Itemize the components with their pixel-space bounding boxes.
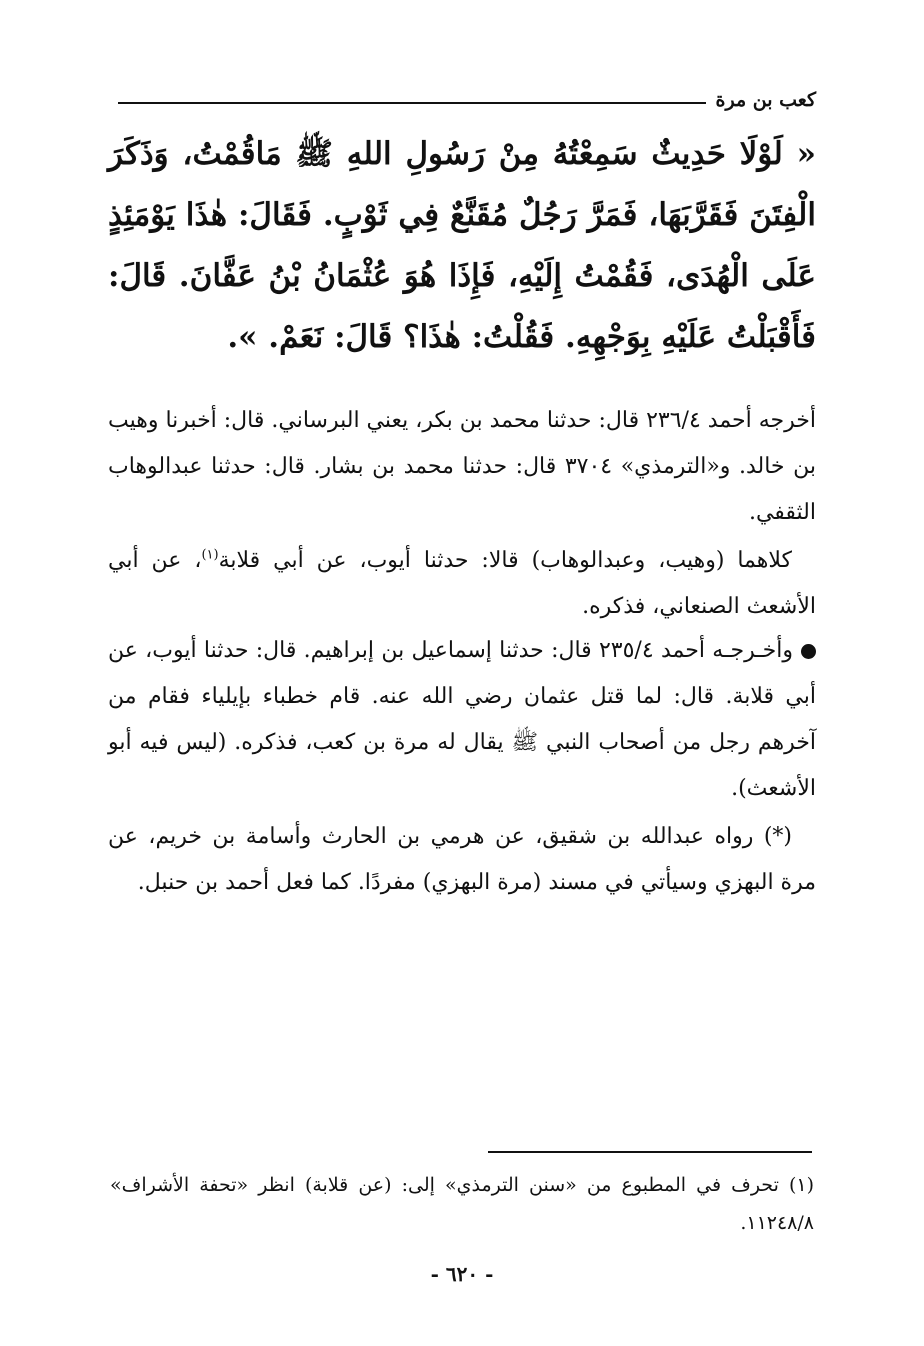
hadith-text: « لَوْلَا حَدِيثٌ سَمِعْتُهُ مِنْ رَسُولِ اللهِ ﷺ مَاقُمْتُ، وَذَكَرَ الْفِتَنَ فَقَرَّبَهَا، فَمَرَّ رَجُلٌ مُقَنَّعٌ فِي ثَوْبٍ. فَقَالَ: هٰذَا يَوْمَئِذٍ عَلَى الْهُدَى، فَقُمْتُ إِلَيْهِ، فَإِذَا هُوَ عُثْمَانُ بْنُ عَفَّانَ. قَالَ: فَأَقْبَلْتُ عَلَيْهِ بِوَجْهِهِ. فَقُلْتُ: هٰذَا؟ قَالَ: نَعَمْ. ». — [108, 136, 816, 355]
takhrij-paragraph-1: أخرجه أحمد ٢٣٦/٤ قال: حدثنا محمد بن بكر، يعني البرساني. قال: أخبرنا وهيب بن خالد. و«الترمذي» ٣٧٠٤ قال: حدثنا محمد بن بشار. قال: حدثنا عبدالوهاب الثقفي. — [108, 408, 816, 525]
bullet-icon — [801, 644, 816, 659]
running-title: كعب بن مرة — [715, 89, 816, 111]
footnote-marker[interactable]: (١) — [201, 547, 219, 563]
footnote-item: (١) تحرف في المطبوع من «سنن الترمذي» إلى: (عن قلابة) انظر «تحفة الأشراف» ١١٢٤٨/٨. — [110, 1174, 814, 1234]
header-rule — [118, 102, 706, 104]
takhrij-paragraph-2 — [108, 538, 816, 630]
paragraph-text: كلاهما (وهيب، وعبدالوهاب) قالا: حدثنا أيوب، عن أبي قلابة — [218, 548, 792, 573]
page-number: - ٦٢٠ - — [430, 1262, 494, 1286]
takhrij-paragraph-4: (*) رواه عبدالله بن شقيق، عن هرمي بن الحارث وأسامة بن خريم، عن مرة البهزي وسيأتي في مسند (مرة البهزي) مفردًا. كما فعل أحمد بن حنبل. — [108, 824, 816, 895]
running-header — [118, 86, 816, 116]
paragraph-text: وأخـرجـه أحمد ٢٣٥/٤ قال: حدثنا إسماعيل بن إبراهيم. قال: حدثنا أيوب، عن أبي قلابة. قال: لما قتل عثمان رضي الله عنه. قام خطباء بإيلياء فقام من آخرهم رجل من أصحاب النبي ﷺ يقال له مرة بن كعب، فذكره. (ليس فيه أبو الأشعث). — [108, 638, 816, 801]
paragraph-text: ، عن أبي الأشعث الصنعاني، فذكره. — [108, 548, 816, 619]
footnote-rule — [488, 1151, 812, 1153]
footnotes — [110, 1166, 814, 1242]
takhrij-paragraph-3 — [108, 628, 816, 812]
